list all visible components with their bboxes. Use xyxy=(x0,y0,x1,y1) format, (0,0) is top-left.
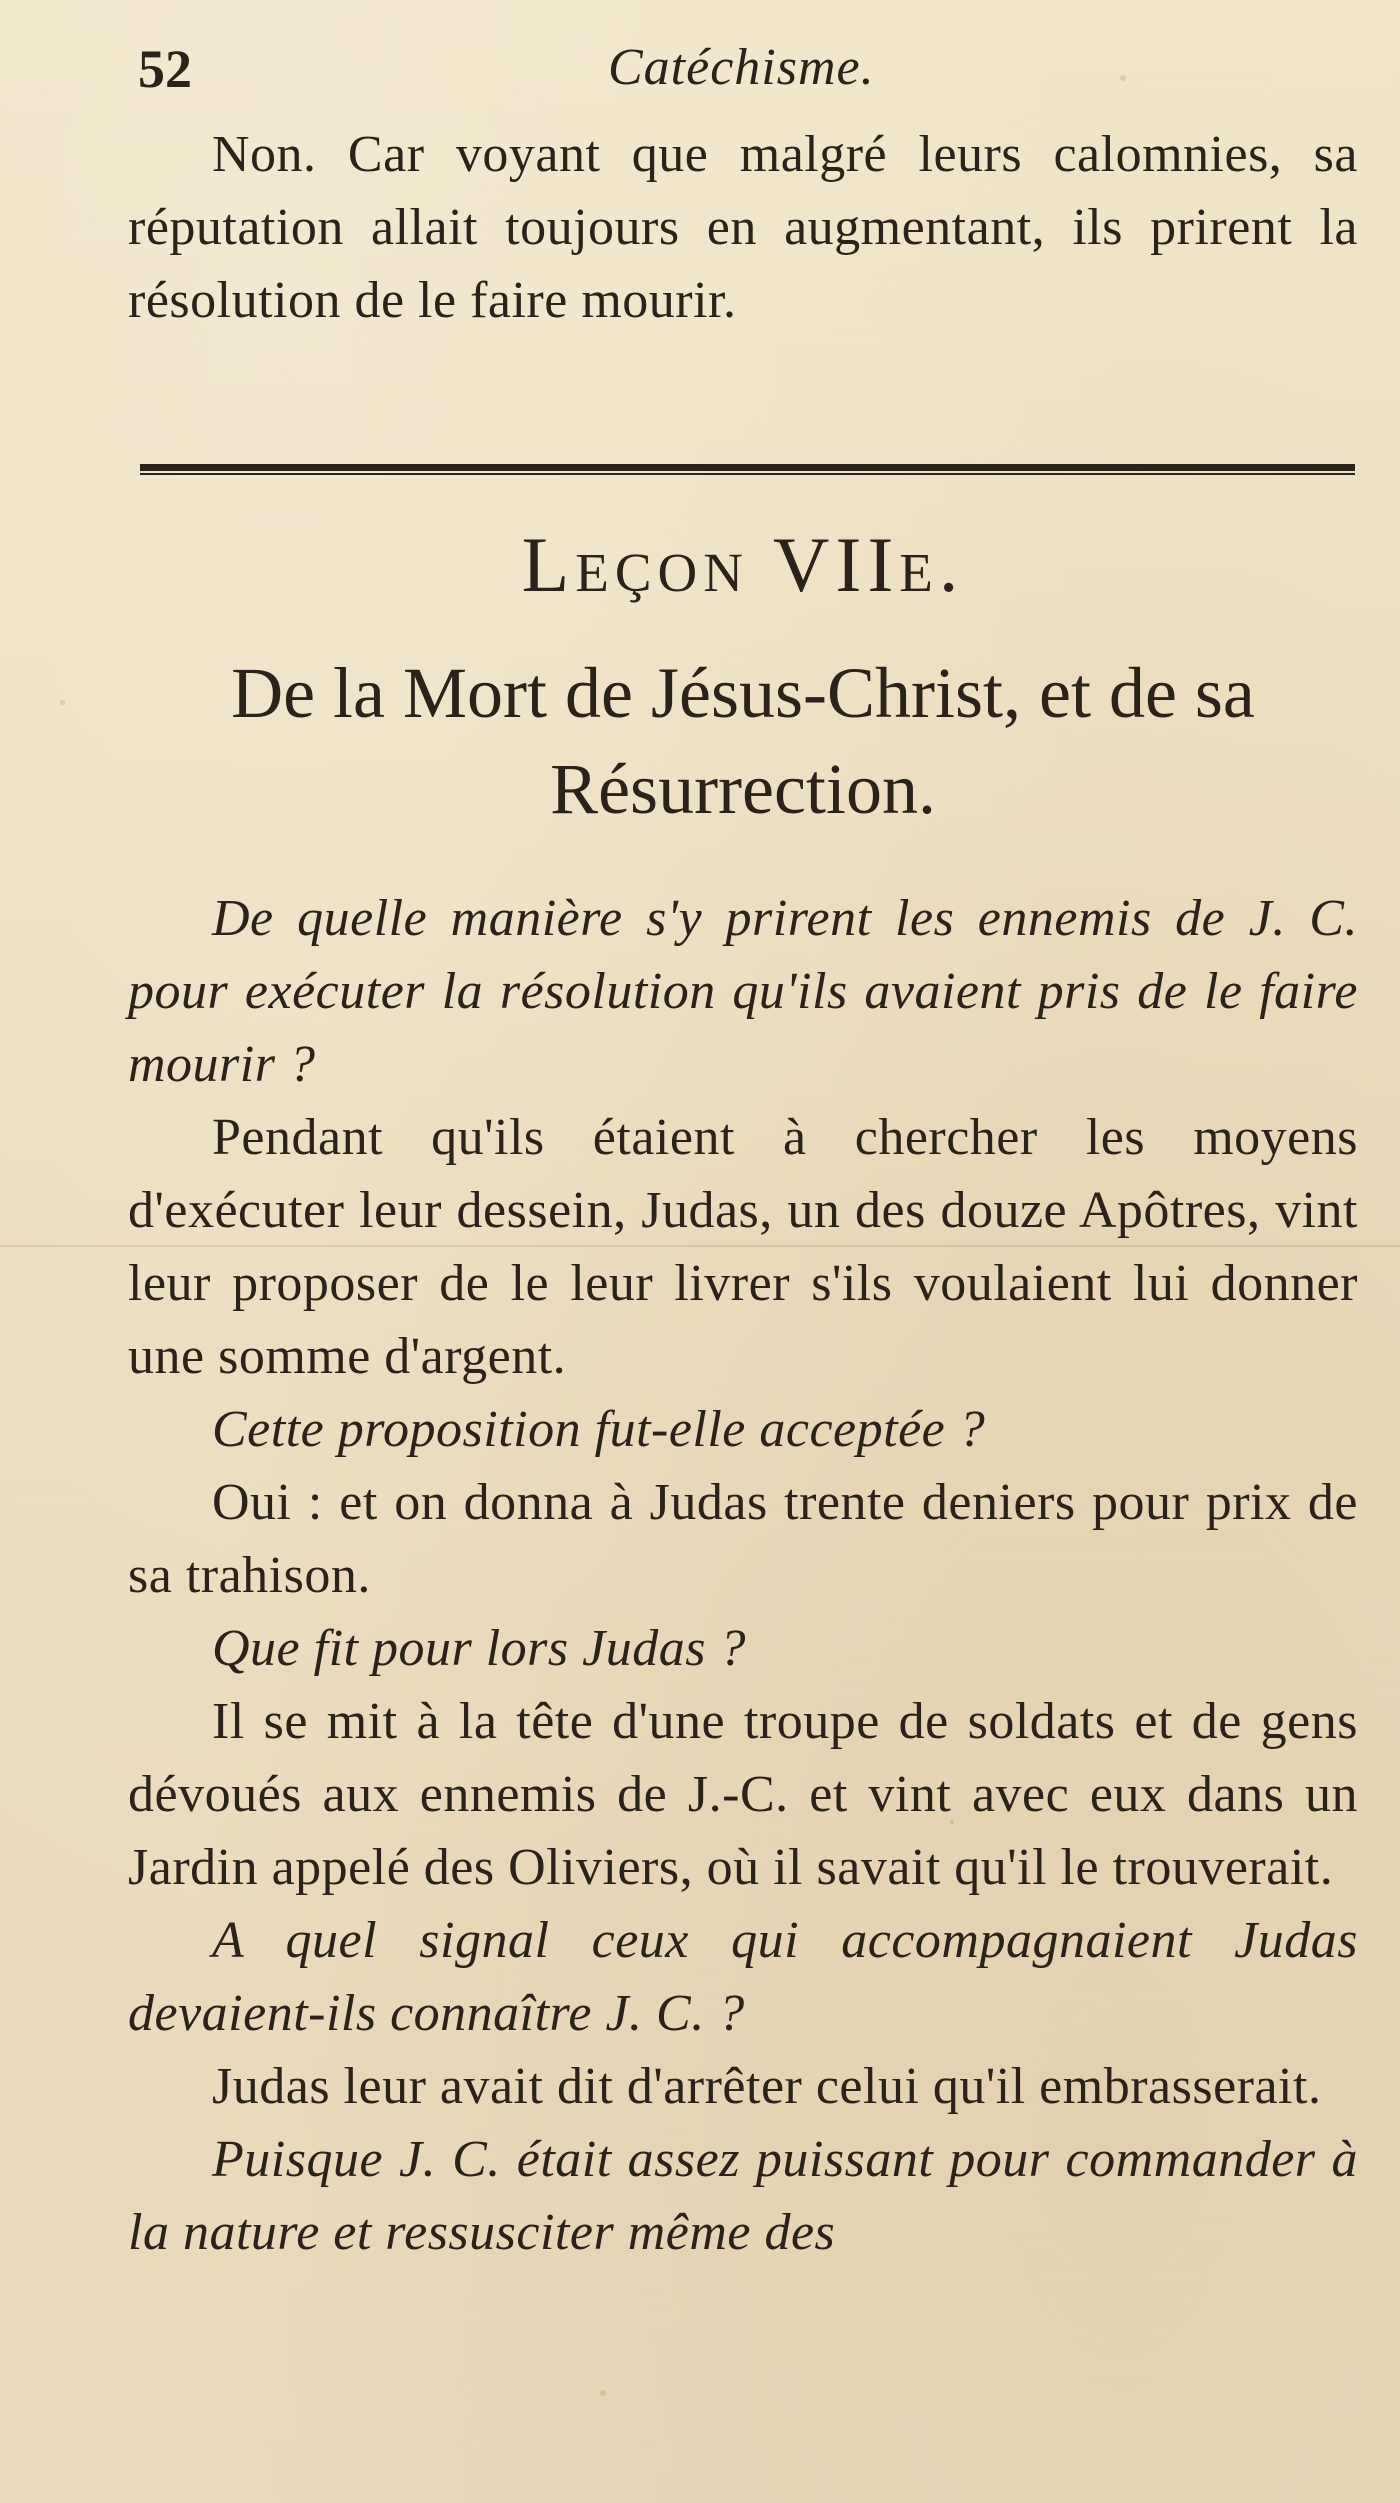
page-number: 52 xyxy=(138,39,192,99)
catechism-qa xyxy=(128,882,1358,2269)
intro-paragraph: Non. Car voyant que malgré leurs calomnies, sa réputation allait toujours en augmentant, ils prirent la résolution de le faire mourir. xyxy=(128,126,1358,329)
intro-block xyxy=(128,118,1358,337)
foxing-spot xyxy=(600,2390,606,2396)
lesson-heading xyxy=(128,520,1358,610)
question-2: Cette proposition fut-elle acceptée ? xyxy=(212,1401,986,1458)
lesson-number: Leçon VIIe. xyxy=(521,521,965,608)
question-4: A quel signal ceux qui accompagnaient Judas devaient-ils connaître J. C. ? xyxy=(128,1912,1358,2042)
page-header xyxy=(128,30,1358,100)
answer-4: Judas leur avait dit d'arrêter celui qu'il embrasserait. xyxy=(212,2058,1322,2115)
section-divider-rule xyxy=(140,462,1355,476)
answer-2: Oui : et on donna à Judas trente deniers pour prix de sa trahison. xyxy=(128,1474,1358,1604)
question-3: Que fit pour lors Judas ? xyxy=(212,1620,746,1677)
question-1: De quelle manière s'y prirent les ennemis de J. C. pour exécuter la résolution qu'ils avaient pris de le faire mourir ? xyxy=(128,890,1358,1093)
answer-3: Il se mit à la tête d'une troupe de soldats et de gens dévoués aux ennemis de J.-C. et vint avec eux dans un Jardin appelé des Oliviers, où il savait qu'il le trouverait. xyxy=(128,1693,1358,1896)
question-5: Puisque J. C. était assez puissant pour commander à la nature et ressusciter même des xyxy=(128,2131,1358,2261)
foxing-spot xyxy=(60,700,65,705)
running-title: Catéchisme. xyxy=(608,39,875,96)
answer-1: Pendant qu'ils étaient à chercher les moyens d'exécuter leur dessein, Judas, un des douze Apôtres, vint leur proposer de le leur livrer s'ils voulaient lui donner une somme d'argent. xyxy=(128,1109,1358,1385)
lesson-title: De la Mort de Jésus-Christ, et de sa Résurrection. xyxy=(231,653,1255,829)
divider-thick-line xyxy=(140,464,1355,471)
divider-thin-line xyxy=(140,473,1355,475)
